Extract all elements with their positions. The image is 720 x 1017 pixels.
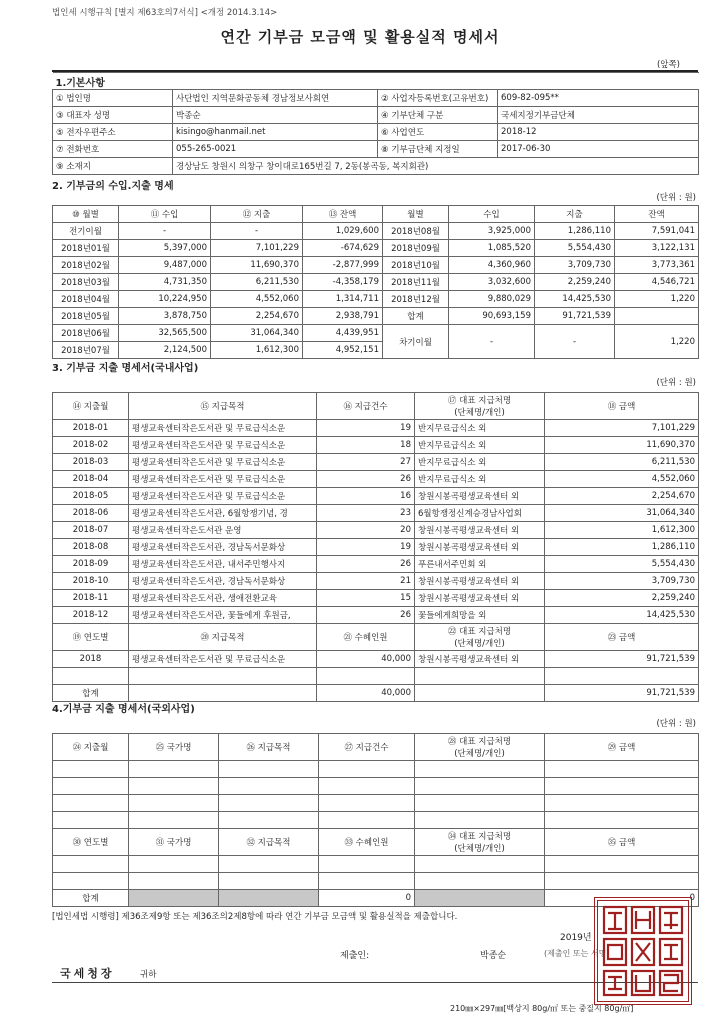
month-cell: 2018-03 bbox=[53, 454, 129, 471]
overseas-empty-row bbox=[53, 761, 699, 778]
empty-cell bbox=[415, 812, 545, 829]
balance-cell: 2,938,791 bbox=[303, 308, 383, 325]
purpose-cell: 평생교육센터작은도서관, 꽃들에게 후원금, bbox=[129, 607, 317, 624]
balance-cell: 1,029,600 bbox=[303, 223, 383, 240]
income-row bbox=[53, 274, 699, 291]
balance-cell: 3,122,131 bbox=[615, 240, 699, 257]
section-3-title: 3. 기부금 지출 명세서(국내사업) bbox=[52, 363, 199, 374]
basic-info-row bbox=[53, 141, 699, 158]
field-label: ⑦ 전화번호 bbox=[53, 141, 173, 158]
expense-cell: 7,101,229 bbox=[211, 240, 303, 257]
empty-cell bbox=[415, 778, 545, 795]
form-header-note: 법인세 시행규칙 [별지 제63호의7서식] <개정 2014.3.14> bbox=[52, 8, 278, 18]
shaded-cell bbox=[415, 890, 545, 907]
field-label: ⑨ 소재지 bbox=[53, 158, 173, 175]
recipient-cell: 6월항쟁정신계승경남사업회 bbox=[415, 505, 545, 522]
header-line: (단체명/개인) bbox=[454, 639, 505, 649]
empty-cell bbox=[219, 812, 319, 829]
amount-cell: 2,259,240 bbox=[545, 590, 699, 607]
count-cell: 26 bbox=[317, 607, 415, 624]
overseas-year-header-row bbox=[53, 829, 699, 856]
recipient-cell: 꽃들에게희망을 외 bbox=[415, 607, 545, 624]
seal-icon bbox=[598, 901, 688, 1001]
column-header: ⑮ 지급목적 bbox=[129, 393, 317, 420]
field-label: ⑧ 기부금단체 지정일 bbox=[378, 141, 498, 158]
header-line: (단체명/개인) bbox=[454, 844, 505, 854]
expense-cell: 4,552,060 bbox=[211, 291, 303, 308]
month-cell: 2018년11월 bbox=[383, 274, 449, 291]
balance-cell: 4,952,151 bbox=[303, 342, 383, 359]
empty-cell bbox=[129, 778, 219, 795]
empty-cell bbox=[219, 873, 319, 890]
purpose-cell: 평생교육센터작은도서관 운영 bbox=[129, 522, 317, 539]
balance-cell: 1,220 bbox=[615, 291, 699, 308]
column-header: ㉖ 지급목적 bbox=[219, 734, 319, 761]
official-seal-stamp bbox=[594, 897, 692, 1005]
domestic-expense-row bbox=[53, 471, 699, 488]
basic-info-table bbox=[52, 72, 699, 175]
income-cell: 9,880,029 bbox=[449, 291, 535, 308]
domestic-expense-row bbox=[53, 454, 699, 471]
overseas-empty-row bbox=[53, 795, 699, 812]
field-label: ⑥ 사업연도 bbox=[378, 124, 498, 141]
expense-cell: 1,612,300 bbox=[211, 342, 303, 359]
column-header: 수입 bbox=[449, 206, 535, 223]
empty-cell bbox=[319, 795, 415, 812]
income-cell: 3,878,750 bbox=[119, 308, 211, 325]
carry-expense: - bbox=[535, 325, 615, 359]
column-header bbox=[415, 829, 545, 856]
field-value: 2018-12 bbox=[498, 124, 699, 141]
column-header: ㉝ 수혜인원 bbox=[319, 829, 415, 856]
empty-cell bbox=[319, 873, 415, 890]
empty-cell bbox=[317, 668, 415, 685]
empty-cell bbox=[415, 685, 545, 702]
domestic-header-row bbox=[53, 393, 699, 420]
empty-cell bbox=[319, 778, 415, 795]
column-header: ㉕ 국가명 bbox=[129, 734, 219, 761]
section-4-title: 4.기부금 지출 명세서(국외사업) bbox=[52, 704, 195, 715]
amount-cell: 7,101,229 bbox=[545, 420, 699, 437]
column-header bbox=[415, 734, 545, 761]
domestic-expense-table bbox=[52, 392, 699, 702]
empty-cell bbox=[53, 873, 129, 890]
balance-cell: 4,439,951 bbox=[303, 325, 383, 342]
shaded-cell bbox=[129, 890, 219, 907]
purpose-cell: 평생교육센터작은도서관, 경남독서문화상 bbox=[129, 573, 317, 590]
count-cell: 26 bbox=[317, 556, 415, 573]
field-value: 국세지정기부금단체 bbox=[498, 107, 699, 124]
recipient-cell: 창원시봉곡평생교육센터 외 bbox=[415, 573, 545, 590]
count-cell: 21 bbox=[317, 573, 415, 590]
month-cell: 2018-09 bbox=[53, 556, 129, 573]
amount-cell: 4,552,060 bbox=[545, 471, 699, 488]
header-line: ㉘ 대표 지급처명 bbox=[447, 737, 512, 747]
purpose-cell: 평생교육센터작은도서관 및 무료급식소운 bbox=[129, 471, 317, 488]
empty-cell bbox=[129, 873, 219, 890]
total-amount: 0 bbox=[545, 890, 699, 907]
count-cell: 27 bbox=[317, 454, 415, 471]
domestic-expense-row bbox=[53, 539, 699, 556]
column-header: ⑳ 지급목적 bbox=[129, 624, 317, 651]
section-3-unit: (단위 : 원) bbox=[656, 378, 696, 388]
month-cell: 2018년06월 bbox=[53, 325, 119, 342]
field-value: kisingo@hanmail.net bbox=[173, 124, 378, 141]
section-2-unit: (단위 : 원) bbox=[656, 193, 696, 203]
empty-cell bbox=[53, 795, 129, 812]
income-cell: 3,032,600 bbox=[449, 274, 535, 291]
carry-income: - bbox=[449, 325, 535, 359]
column-header: ㉑ 수혜인원 bbox=[317, 624, 415, 651]
recipient-cell: 반지무료급식소 외 bbox=[415, 471, 545, 488]
expense-cell: 11,690,370 bbox=[211, 257, 303, 274]
month-cell: 2018-07 bbox=[53, 522, 129, 539]
amount-cell: 1,286,110 bbox=[545, 539, 699, 556]
header-line: ㉞ 대표 지급처명 bbox=[447, 832, 512, 842]
empty-cell bbox=[415, 856, 545, 873]
month-cell: 2018-12 bbox=[53, 607, 129, 624]
column-header: ⑱ 금액 bbox=[545, 393, 699, 420]
count-cell: 16 bbox=[317, 488, 415, 505]
empty-cell bbox=[415, 668, 545, 685]
total-label: 합계 bbox=[53, 890, 129, 907]
domestic-expense-row bbox=[53, 488, 699, 505]
section-2-title: 2. 기부금의 수입.지출 명세 bbox=[52, 181, 174, 192]
overseas-expense-table bbox=[52, 733, 699, 907]
amount-cell: 2,254,670 bbox=[545, 488, 699, 505]
expense-cell: 1,286,110 bbox=[535, 223, 615, 240]
income-expense-table bbox=[52, 205, 699, 359]
income-cell: - bbox=[119, 223, 211, 240]
count-cell: 15 bbox=[317, 590, 415, 607]
empty-cell bbox=[53, 668, 129, 685]
month-cell: 2018년10월 bbox=[383, 257, 449, 274]
amount-cell: 1,612,300 bbox=[545, 522, 699, 539]
purpose-cell: 평생교육센터작은도서관 및 무료급식소운 bbox=[129, 420, 317, 437]
expense-cell: - bbox=[211, 223, 303, 240]
column-header: 잔액 bbox=[615, 206, 699, 223]
field-label: ⑤ 전자우편주소 bbox=[53, 124, 173, 141]
month-cell: 2018년05월 bbox=[53, 308, 119, 325]
submitter-label: 제출인: bbox=[340, 951, 370, 961]
month-cell: 2018-04 bbox=[53, 471, 129, 488]
total-expense: 91,721,539 bbox=[535, 308, 615, 325]
income-cell: 4,731,350 bbox=[119, 274, 211, 291]
balance-cell: -2,877,999 bbox=[303, 257, 383, 274]
month-cell: 2018년07월 bbox=[53, 342, 119, 359]
overseas-empty-row bbox=[53, 873, 699, 890]
address-row bbox=[53, 158, 699, 175]
total-label: 합계 bbox=[383, 308, 449, 325]
purpose-cell: 평생교육센터작은도서관, 내서주민행사지 bbox=[129, 556, 317, 573]
amount-cell: 31,064,340 bbox=[545, 505, 699, 522]
column-header: ⑯ 지급건수 bbox=[317, 393, 415, 420]
month-cell: 2018-11 bbox=[53, 590, 129, 607]
recipient-cell: 반지무료급식소 외 bbox=[415, 437, 545, 454]
income-cell: 5,397,000 bbox=[119, 240, 211, 257]
income-cell: 3,925,000 bbox=[449, 223, 535, 240]
column-header: ⑫ 지출 bbox=[211, 206, 303, 223]
empty-cell bbox=[129, 761, 219, 778]
column-header: ㉓ 금액 bbox=[545, 624, 699, 651]
column-header: ⑭ 지출월 bbox=[53, 393, 129, 420]
balance-cell: 3,773,361 bbox=[615, 257, 699, 274]
purpose-cell: 평생교육센터작은도서관 및 무료급식소운 bbox=[129, 651, 317, 668]
empty-cell bbox=[545, 668, 699, 685]
month-cell: 2018년12월 bbox=[383, 291, 449, 308]
column-header: ⑪ 수입 bbox=[119, 206, 211, 223]
empty-cell bbox=[319, 761, 415, 778]
balance-cell: 1,314,711 bbox=[303, 291, 383, 308]
field-label: ④ 기부단체 구분 bbox=[378, 107, 498, 124]
purpose-cell: 평생교육센터작은도서관, 경남독서문화상 bbox=[129, 539, 317, 556]
total-label: 합계 bbox=[53, 685, 129, 702]
amount-cell: 6,211,530 bbox=[545, 454, 699, 471]
signature-note: (제출인 또는 서명) bbox=[544, 949, 610, 958]
empty-cell bbox=[545, 856, 699, 873]
header-line: (단체명/개인) bbox=[454, 749, 505, 759]
empty-cell bbox=[545, 812, 699, 829]
empty-cell bbox=[53, 778, 129, 795]
recipient-cell: 창원시봉곡평생교육센터 외 bbox=[415, 590, 545, 607]
empty-cell bbox=[129, 812, 219, 829]
expense-cell: 3,709,730 bbox=[535, 257, 615, 274]
income-row bbox=[53, 291, 699, 308]
count-cell: 26 bbox=[317, 471, 415, 488]
document-title: 연간 기부금 모금액 및 활용실적 명세서 bbox=[220, 28, 500, 46]
balance-cell: 7,591,041 bbox=[615, 223, 699, 240]
column-header: 월별 bbox=[383, 206, 449, 223]
count-cell: 19 bbox=[317, 539, 415, 556]
empty-cell bbox=[545, 761, 699, 778]
month-cell: 2018-08 bbox=[53, 539, 129, 556]
overseas-empty-row bbox=[53, 856, 699, 873]
submission-date: 2019년 bbox=[560, 933, 592, 943]
recipient-cell: 창원시봉곡평생교육센터 외 bbox=[415, 488, 545, 505]
month-cell: 2018년08월 bbox=[383, 223, 449, 240]
column-header: ㉟ 금액 bbox=[545, 829, 699, 856]
domestic-expense-row bbox=[53, 590, 699, 607]
column-header: ⑬ 잔액 bbox=[303, 206, 383, 223]
empty-cell bbox=[53, 812, 129, 829]
expense-cell: 2,254,670 bbox=[211, 308, 303, 325]
expense-cell: 14,425,530 bbox=[535, 291, 615, 308]
column-header: ⑩ 월별 bbox=[53, 206, 119, 223]
month-cell: 2018-06 bbox=[53, 505, 129, 522]
carry-label: 차기이월 bbox=[383, 325, 449, 359]
header-line: ㉒ 대표 지급처명 bbox=[447, 627, 512, 637]
amount-cell: 3,709,730 bbox=[545, 573, 699, 590]
amount-cell: 5,554,430 bbox=[545, 556, 699, 573]
paper-spec: 210㎜×297㎜[백상지 80g/㎡ 또는 중질지 80g/㎡] bbox=[450, 1004, 634, 1013]
month-cell: 2018-02 bbox=[53, 437, 129, 454]
column-header: ㉗ 지급건수 bbox=[319, 734, 415, 761]
domestic-expense-row bbox=[53, 522, 699, 539]
shaded-cell bbox=[219, 890, 319, 907]
total-amount: 91,721,539 bbox=[545, 685, 699, 702]
page-side-label: (앞쪽) bbox=[656, 60, 680, 70]
domestic-expense-row bbox=[53, 505, 699, 522]
addressee: 국세청장 bbox=[60, 967, 115, 980]
total-balance bbox=[615, 308, 699, 325]
purpose-cell: 평생교육센터작은도서관, 생애전환교육 bbox=[129, 590, 317, 607]
empty-cell bbox=[53, 856, 129, 873]
submitter-name: 박종순 bbox=[480, 951, 507, 961]
field-value: 2017-06-30 bbox=[498, 141, 699, 158]
recipient-cell: 창원시봉곡평생교육센터 외 bbox=[415, 651, 545, 668]
month-cell: 2018년03월 bbox=[53, 274, 119, 291]
expense-cell: 2,259,240 bbox=[535, 274, 615, 291]
month-cell: 전기이월 bbox=[53, 223, 119, 240]
purpose-cell: 평생교육센터작은도서관 및 무료급식소운 bbox=[129, 437, 317, 454]
balance-cell: 4,546,721 bbox=[615, 274, 699, 291]
recipient-cell: 반지무료급식소 외 bbox=[415, 454, 545, 471]
purpose-cell: 평생교육센터작은도서관 및 무료급식소운 bbox=[129, 454, 317, 471]
field-label: ① 법인명 bbox=[53, 90, 173, 107]
balance-cell: -674,629 bbox=[303, 240, 383, 257]
amount-cell: 11,690,370 bbox=[545, 437, 699, 454]
empty-cell bbox=[129, 795, 219, 812]
field-value: 사단법인 지역문화공동체 경남정보사회연 bbox=[173, 90, 378, 107]
income-cell: 2,124,500 bbox=[119, 342, 211, 359]
recipient-cell: 반지무료급식소 외 bbox=[415, 420, 545, 437]
domestic-year-row bbox=[53, 651, 699, 668]
column-header: ㉜ 지급목적 bbox=[219, 829, 319, 856]
income-row bbox=[53, 223, 699, 240]
income-cell: 9,487,000 bbox=[119, 257, 211, 274]
month-cell: 2018년02월 bbox=[53, 257, 119, 274]
basic-info-row bbox=[53, 124, 699, 141]
overseas-empty-row bbox=[53, 812, 699, 829]
empty-cell bbox=[219, 778, 319, 795]
legal-basis-note: [법인세법 시행령] 제36조제9항 또는 제36조의2제8항에 따라 연간 기부금 모금액 및 활용실적을 제출합니다. bbox=[52, 912, 458, 922]
column-header: ㉙ 금액 bbox=[545, 734, 699, 761]
domestic-total-row bbox=[53, 685, 699, 702]
empty-cell bbox=[545, 795, 699, 812]
column-header: ⑲ 연도별 bbox=[53, 624, 129, 651]
empty-cell bbox=[319, 856, 415, 873]
field-label: ③ 대표자 성명 bbox=[53, 107, 173, 124]
empty-cell bbox=[319, 812, 415, 829]
income-cell: 4,360,960 bbox=[449, 257, 535, 274]
column-header: ㉔ 지출월 bbox=[53, 734, 129, 761]
domestic-empty-row bbox=[53, 668, 699, 685]
purpose-cell: 평생교육센터작은도서관, 6월항쟁기념, 경 bbox=[129, 505, 317, 522]
income-cell: 1,085,520 bbox=[449, 240, 535, 257]
recipient-cell: 창원시봉곡평생교육센터 외 bbox=[415, 522, 545, 539]
column-header bbox=[415, 393, 545, 420]
empty-cell bbox=[415, 761, 545, 778]
beneficiary-cell: 40,000 bbox=[317, 651, 415, 668]
overseas-empty-row bbox=[53, 778, 699, 795]
field-value: 박종순 bbox=[173, 107, 378, 124]
income-cell: 32,565,500 bbox=[119, 325, 211, 342]
column-header: ㉛ 국가명 bbox=[129, 829, 219, 856]
empty-cell bbox=[53, 761, 129, 778]
income-cell: 10,224,950 bbox=[119, 291, 211, 308]
purpose-cell: 평생교육센터작은도서관 및 무료급식소운 bbox=[129, 488, 317, 505]
income-row bbox=[53, 240, 699, 257]
carry-balance: 1,220 bbox=[615, 325, 699, 359]
total-beneficiaries: 40,000 bbox=[317, 685, 415, 702]
column-header bbox=[415, 624, 545, 651]
balance-cell: -4,358,179 bbox=[303, 274, 383, 291]
domestic-expense-row bbox=[53, 607, 699, 624]
addressee-suffix: 귀하 bbox=[140, 970, 157, 980]
month-cell: 2018년09월 bbox=[383, 240, 449, 257]
domestic-expense-row bbox=[53, 573, 699, 590]
empty-cell bbox=[545, 778, 699, 795]
amount-cell: 14,425,530 bbox=[545, 607, 699, 624]
count-cell: 20 bbox=[317, 522, 415, 539]
year-cell: 2018 bbox=[53, 651, 129, 668]
section-1-title: 1.기본사항 bbox=[53, 73, 699, 90]
total-income: 90,693,159 bbox=[449, 308, 535, 325]
empty-cell bbox=[129, 668, 317, 685]
address-value: 경상남도 창원시 의창구 창이대로165번길 7, 2동(봉곡동, 복지회관) bbox=[173, 158, 699, 175]
column-header: ㉚ 연도별 bbox=[53, 829, 129, 856]
count-cell: 18 bbox=[317, 437, 415, 454]
field-label: ② 사업자등록번호(고유번호) bbox=[378, 90, 498, 107]
empty-cell bbox=[545, 873, 699, 890]
total-beneficiaries: 0 bbox=[319, 890, 415, 907]
income-row bbox=[53, 325, 699, 342]
header-line: ⑰ 대표 지급처명 bbox=[447, 396, 512, 406]
field-value: 609-82-095** bbox=[498, 90, 699, 107]
empty-cell bbox=[219, 761, 319, 778]
domestic-year-header-row bbox=[53, 624, 699, 651]
basic-info-row bbox=[53, 90, 699, 107]
column-header: 지출 bbox=[535, 206, 615, 223]
domestic-expense-row bbox=[53, 420, 699, 437]
amount-cell: 91,721,539 bbox=[545, 651, 699, 668]
expense-cell: 6,211,530 bbox=[211, 274, 303, 291]
expense-cell: 31,064,340 bbox=[211, 325, 303, 342]
empty-cell bbox=[129, 856, 219, 873]
month-cell: 2018년01월 bbox=[53, 240, 119, 257]
basic-info-row bbox=[53, 107, 699, 124]
income-header-row bbox=[53, 206, 699, 223]
field-value: 055-265-0021 bbox=[173, 141, 378, 158]
section-4-unit: (단위 : 원) bbox=[656, 719, 696, 729]
expense-cell: 5,554,430 bbox=[535, 240, 615, 257]
recipient-cell: 푸른내서주민회 외 bbox=[415, 556, 545, 573]
domestic-expense-row bbox=[53, 556, 699, 573]
empty-cell bbox=[219, 795, 319, 812]
month-cell: 2018-01 bbox=[53, 420, 129, 437]
empty-cell bbox=[219, 856, 319, 873]
empty-cell bbox=[415, 873, 545, 890]
income-row bbox=[53, 257, 699, 274]
count-cell: 23 bbox=[317, 505, 415, 522]
recipient-cell: 창원시봉곡평생교육센터 외 bbox=[415, 539, 545, 556]
month-cell: 2018-10 bbox=[53, 573, 129, 590]
header-line: (단체명/개인) bbox=[454, 408, 505, 418]
empty-cell bbox=[415, 795, 545, 812]
income-row bbox=[53, 308, 699, 325]
empty-cell bbox=[129, 685, 317, 702]
overseas-header-row bbox=[53, 734, 699, 761]
month-cell: 2018-05 bbox=[53, 488, 129, 505]
domestic-expense-row bbox=[53, 437, 699, 454]
month-cell: 2018년04월 bbox=[53, 291, 119, 308]
count-cell: 19 bbox=[317, 420, 415, 437]
